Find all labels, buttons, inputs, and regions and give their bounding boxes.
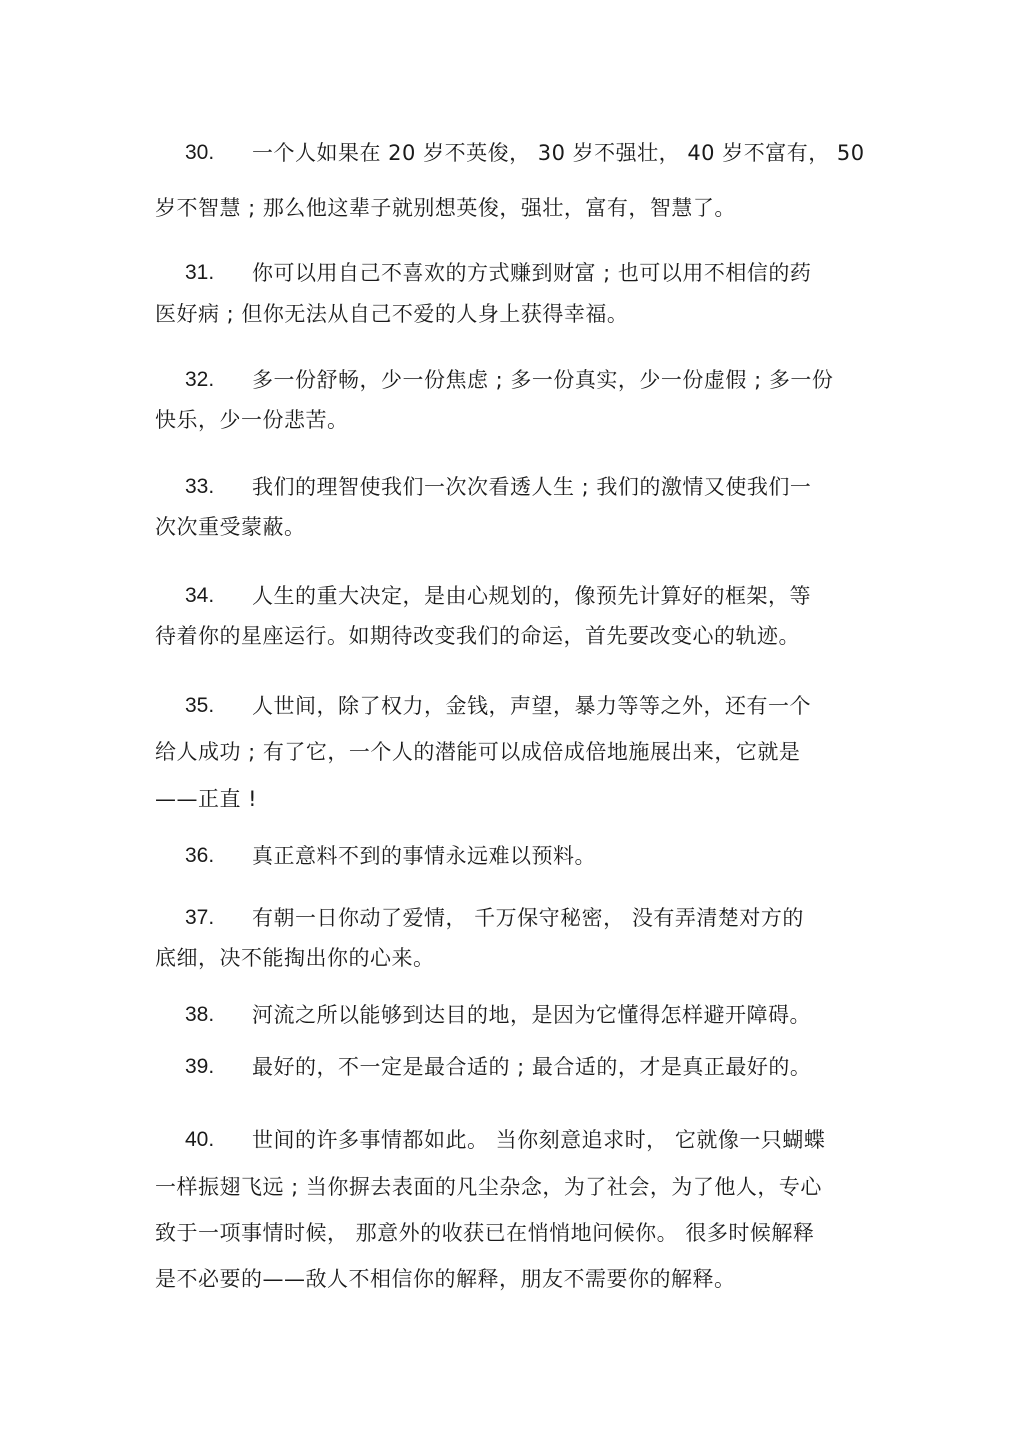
item-text-line: 是不必要的——敌人不相信你的解释，朋友不需要你的解释。 <box>155 1267 736 1291</box>
item-text-line: 你可以用自己不喜欢的方式赚到财富 ; 也可以用不相信的药 <box>252 261 812 285</box>
item-text-line: ——正直 ! <box>155 787 258 811</box>
item-number: 40. <box>185 1128 215 1151</box>
item-number: 31. <box>185 261 215 284</box>
item-text-line: 岁不智慧 ; 那么他这辈子就别想英俊，强壮，富有，智慧了。 <box>155 196 736 220</box>
item-text-line: 待着你的星座运行。如期待改变我们的命运，首先要改变心的轨迹。 <box>155 624 800 648</box>
item-text-line: 底细，决不能掏出你的心来。 <box>155 946 435 970</box>
item-number: 37. <box>185 906 215 929</box>
item-text-line: 真正意料不到的事情永远难以预料。 <box>252 844 596 868</box>
item-number: 39. <box>185 1055 215 1078</box>
item-number: 35. <box>185 694 215 717</box>
item-number: 32. <box>185 368 215 391</box>
item-text-line: 一个人如果在 20 岁不英俊， 30 岁不强壮， 40 岁不富有， 50 <box>252 141 865 165</box>
item-text-line: 致于一项事情时候， 那意外的收获已在悄悄地问候你。 很多时候解释 <box>155 1221 815 1245</box>
item-text-line: 医好病 ; 但你无法从自己不爱的人身上获得幸福。 <box>155 302 629 326</box>
item-number: 34. <box>185 584 215 607</box>
item-text-line: 世间的许多事情都如此。 当你刻意追求时， 它就像一只蝴蝶 <box>252 1128 826 1152</box>
item-text-line: 河流之所以能够到达目的地，是因为它懂得怎样避开障碍。 <box>252 1003 811 1027</box>
item-text-line: 人生的重大决定，是由心规划的，像预先计算好的框架，等 <box>252 584 811 608</box>
item-text-line: 有朝一日你动了爱情， 千万保守秘密， 没有弄清楚对方的 <box>252 906 804 930</box>
item-text-line: 多一份舒畅，少一份焦虑 ; 多一份真实，少一份虚假 ; 多一份 <box>252 368 834 392</box>
item-number: 38. <box>185 1003 215 1026</box>
item-text-line: 次次重受蒙蔽。 <box>155 515 306 539</box>
item-text-line: 一样振翅飞远 ; 当你摒去表面的凡尘杂念，为了社会，为了他人，专心 <box>155 1175 822 1199</box>
item-number: 30. <box>185 141 215 164</box>
item-text-line: 快乐，少一份悲苦。 <box>155 408 349 432</box>
item-number: 36. <box>185 844 215 867</box>
item-text-line: 人世间，除了权力，金钱，声望，暴力等等之外，还有一个 <box>252 694 811 718</box>
item-text-line: 我们的理智使我们一次次看透人生 ; 我们的激情又使我们一 <box>252 475 812 499</box>
item-number: 33. <box>185 475 215 498</box>
item-text-line: 最好的，不一定是最合适的 ; 最合适的，才是真正最好的。 <box>252 1055 812 1079</box>
item-text-line: 给人成功 ; 有了它，一个人的潜能可以成倍成倍地施展出来，它就是 <box>155 740 801 764</box>
